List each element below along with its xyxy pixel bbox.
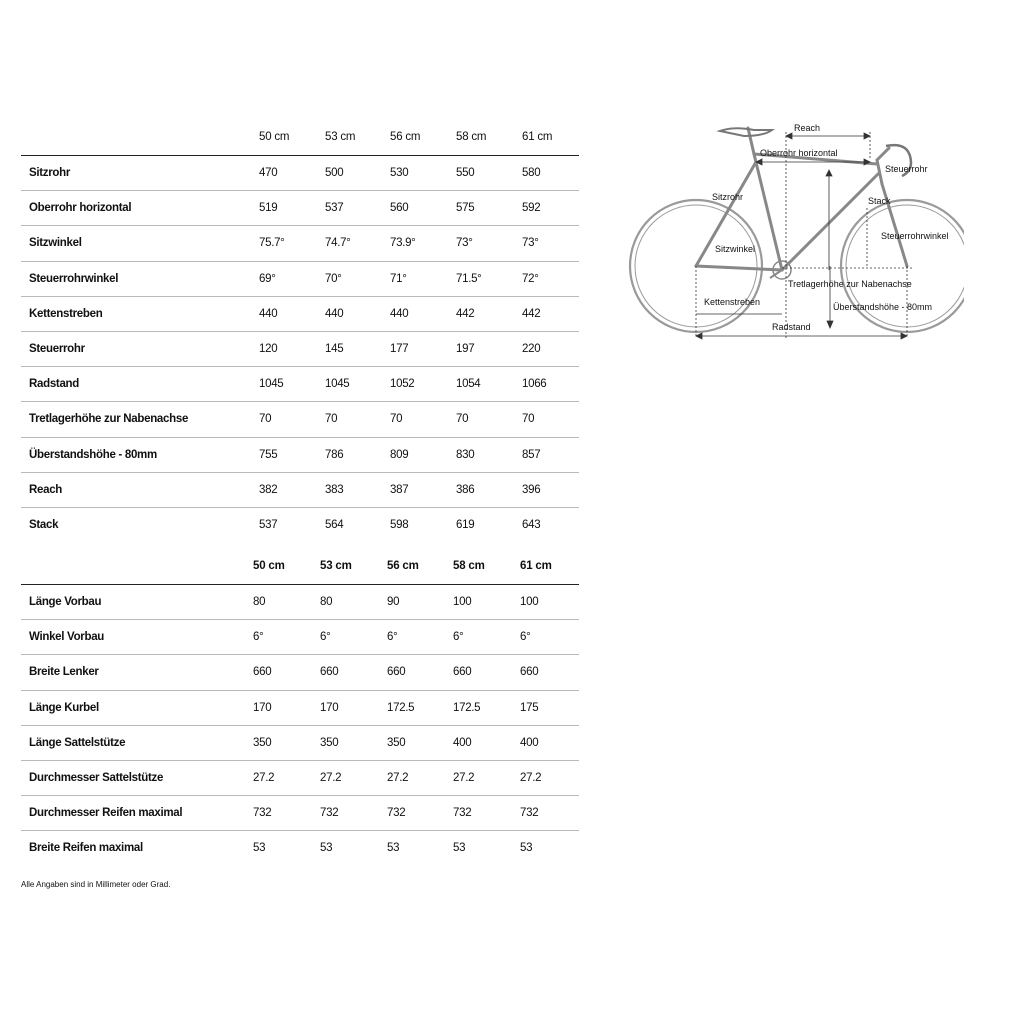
stack-label: Stack	[868, 196, 891, 206]
cell-value: 70	[522, 413, 535, 426]
cell-value: 172.5	[387, 701, 415, 714]
head-angle-label: Steuerrohrwinkel	[881, 231, 949, 241]
table-row	[21, 691, 579, 726]
cell-value: 70°	[325, 272, 342, 285]
cell-value: 470	[259, 167, 278, 179]
cell-value: 145	[325, 342, 344, 355]
row-label: Winkel Vorbau	[29, 631, 105, 644]
table-row	[21, 402, 579, 437]
row-label: Steuerrohr	[29, 342, 85, 355]
table-row	[21, 297, 579, 332]
cell-value: 53	[520, 842, 533, 855]
chainstay	[696, 266, 782, 270]
cell-value: 732	[453, 807, 472, 820]
row-label: Länge Vorbau	[29, 596, 102, 608]
cell-value: 560	[390, 202, 409, 215]
table-row	[21, 761, 579, 796]
cell-value: 660	[320, 666, 339, 679]
top-tube-label: Oberrohr horizontal	[760, 148, 838, 158]
cell-value: 75.7°	[259, 237, 285, 250]
cell-value: 6°	[387, 631, 398, 644]
table-row	[21, 332, 579, 367]
row-label: Radstand	[29, 378, 79, 391]
saddle	[720, 128, 772, 136]
head-tube-label: Steuerrohr	[885, 164, 928, 174]
cell-value: 6°	[520, 631, 531, 644]
table-row	[21, 620, 579, 655]
cell-value: 1054	[456, 378, 481, 391]
size-header: 58 cm	[456, 131, 487, 143]
cell-value: 1045	[259, 378, 284, 391]
seatpost	[748, 128, 754, 154]
table-row	[21, 726, 579, 761]
size-header: 56 cm	[390, 131, 421, 143]
wheelbase-label: Radstand	[772, 322, 811, 332]
cell-value: 660	[453, 666, 472, 679]
size-header: 61 cm	[520, 560, 552, 572]
row-label: Länge Sattelstütze	[29, 736, 126, 749]
cell-value: 383	[325, 483, 344, 496]
footnote: Alle Angaben sind in Millimeter oder Grad.	[21, 880, 171, 889]
cell-value: 660	[520, 666, 539, 679]
table-row	[21, 191, 579, 226]
head-tube	[877, 160, 882, 184]
row-label: Breite Reifen maximal	[29, 842, 143, 855]
cell-value: 386	[456, 483, 475, 496]
row-label: Reach	[29, 483, 63, 496]
row-label: Steuerrohrwinkel	[29, 272, 119, 285]
cell-value: 830	[456, 448, 475, 461]
cell-value: 442	[456, 307, 475, 320]
cell-value: 27.2	[387, 771, 409, 784]
row-label: Tretlagerhöhe zur Nabenachse	[29, 413, 189, 426]
table-header	[21, 122, 579, 156]
cell-value: 73°	[522, 237, 539, 250]
stem	[877, 148, 889, 160]
row-label: Breite Lenker	[29, 666, 99, 679]
cell-value: 72°	[522, 272, 539, 285]
bb-drop-label: Tretlagerhöhe zur Nabenachse	[788, 279, 912, 289]
cell-value: 564	[325, 518, 344, 531]
cell-value: 857	[522, 448, 541, 461]
cell-value: 660	[253, 666, 272, 679]
cell-value: 643	[522, 518, 541, 531]
cell-value: 220	[522, 342, 541, 355]
seat-tube	[754, 154, 782, 270]
geometry-table	[21, 122, 579, 543]
cell-value: 440	[325, 307, 344, 320]
row-label: Durchmesser Reifen maximal	[29, 807, 183, 820]
cell-value: 27.2	[253, 771, 275, 784]
cell-value: 100	[520, 596, 539, 608]
table-row	[21, 796, 579, 831]
standover-label: Überstandshöhe - 80mm	[833, 302, 933, 312]
cell-value: 350	[320, 736, 339, 749]
size-header: 53 cm	[325, 131, 356, 143]
cell-value: 575	[456, 202, 475, 215]
cell-value: 27.2	[453, 771, 475, 784]
down-tube	[782, 174, 878, 270]
cell-value: 732	[520, 807, 539, 820]
cell-value: 6°	[453, 631, 464, 644]
cell-value: 73°	[456, 237, 473, 250]
cell-value: 660	[387, 666, 406, 679]
table-header	[21, 551, 579, 585]
cell-value: 537	[259, 518, 278, 531]
cell-value: 175	[520, 701, 539, 714]
cell-value: 537	[325, 202, 344, 215]
size-header: 56 cm	[387, 560, 419, 572]
cell-value: 71°	[390, 272, 407, 285]
cell-value: 382	[259, 483, 278, 496]
cell-value: 90	[387, 596, 400, 608]
cell-value: 440	[390, 307, 409, 320]
cell-value: 6°	[320, 631, 331, 644]
cell-value: 350	[387, 736, 406, 749]
cell-value: 80	[253, 596, 266, 608]
cell-value: 809	[390, 448, 409, 461]
size-header: 58 cm	[453, 560, 485, 572]
cell-value: 27.2	[520, 771, 542, 784]
cell-value: 80	[320, 596, 333, 608]
cell-value: 71.5°	[456, 272, 482, 285]
cell-value: 500	[325, 167, 344, 179]
row-label: Durchmesser Sattelstütze	[29, 771, 164, 784]
cell-value: 598	[390, 518, 409, 531]
cell-value: 755	[259, 448, 278, 461]
cell-value: 70	[259, 413, 272, 426]
cell-value: 74.7°	[325, 237, 351, 250]
cell-value: 530	[390, 167, 409, 179]
cell-value: 70	[456, 413, 469, 426]
cell-value: 120	[259, 342, 278, 355]
cell-value: 53	[253, 842, 266, 855]
row-label: Kettenstreben	[29, 307, 103, 320]
table-row	[21, 655, 579, 690]
row-label: Oberrohr horizontal	[29, 202, 132, 215]
cell-value: 440	[259, 307, 278, 320]
cell-value: 387	[390, 483, 409, 496]
cell-value: 53	[320, 842, 333, 855]
cell-value: 519	[259, 202, 278, 215]
cell-value: 100	[453, 596, 472, 608]
cell-value: 442	[522, 307, 541, 320]
table-row	[21, 156, 579, 191]
cell-value: 400	[453, 736, 472, 749]
cell-value: 170	[253, 701, 272, 714]
cell-value: 350	[253, 736, 272, 749]
components-table	[21, 551, 579, 867]
table-row	[21, 508, 579, 543]
cell-value: 6°	[253, 631, 264, 644]
reach-label: Reach	[794, 123, 821, 133]
cell-value: 73.9°	[390, 237, 416, 250]
cell-value: 177	[390, 342, 409, 355]
cell-value: 1045	[325, 378, 350, 391]
cell-value: 732	[320, 807, 339, 820]
cell-value: 27.2	[320, 771, 342, 784]
cell-value: 1052	[390, 378, 415, 391]
cell-value: 70	[325, 413, 338, 426]
cell-value: 592	[522, 202, 541, 215]
cell-value: 400	[520, 736, 539, 749]
table-row	[21, 367, 579, 402]
cell-value: 619	[456, 518, 475, 531]
cell-value: 53	[387, 842, 400, 855]
chainstays-label: Kettenstreben	[704, 297, 761, 307]
cell-value: 170	[320, 701, 339, 714]
table-row	[21, 262, 579, 297]
table-row	[21, 831, 579, 866]
cell-value: 732	[253, 807, 272, 820]
row-label: Stack	[29, 518, 59, 531]
cell-value: 396	[522, 483, 541, 496]
cell-value: 197	[456, 342, 475, 355]
seat-angle-label: Sitzwinkel	[715, 244, 756, 254]
cell-value: 70	[390, 413, 403, 426]
table-row	[21, 473, 579, 508]
cell-value: 786	[325, 448, 344, 461]
size-header: 61 cm	[522, 131, 553, 143]
size-header: 50 cm	[259, 131, 290, 143]
seat-tube-label: Sitzrohr	[712, 192, 744, 202]
size-header: 50 cm	[253, 560, 285, 572]
table-row	[21, 226, 579, 261]
row-label: Sitzwinkel	[29, 237, 82, 250]
bike-geometry-diagram	[624, 118, 964, 348]
table-row	[21, 585, 579, 620]
cell-value: 732	[387, 807, 406, 820]
size-header: 53 cm	[320, 560, 352, 572]
row-label: Überstandshöhe - 80mm	[29, 448, 157, 461]
row-label: Sitzrohr	[29, 167, 71, 179]
table-row	[21, 438, 579, 473]
row-label: Länge Kurbel	[29, 701, 99, 714]
cell-value: 53	[453, 842, 466, 855]
front-wheel	[841, 200, 964, 332]
cell-value: 580	[522, 167, 541, 179]
cell-value: 172.5	[453, 701, 481, 714]
cell-value: 69°	[259, 272, 276, 285]
cell-value: 550	[456, 167, 475, 179]
cell-value: 1066	[522, 378, 547, 391]
